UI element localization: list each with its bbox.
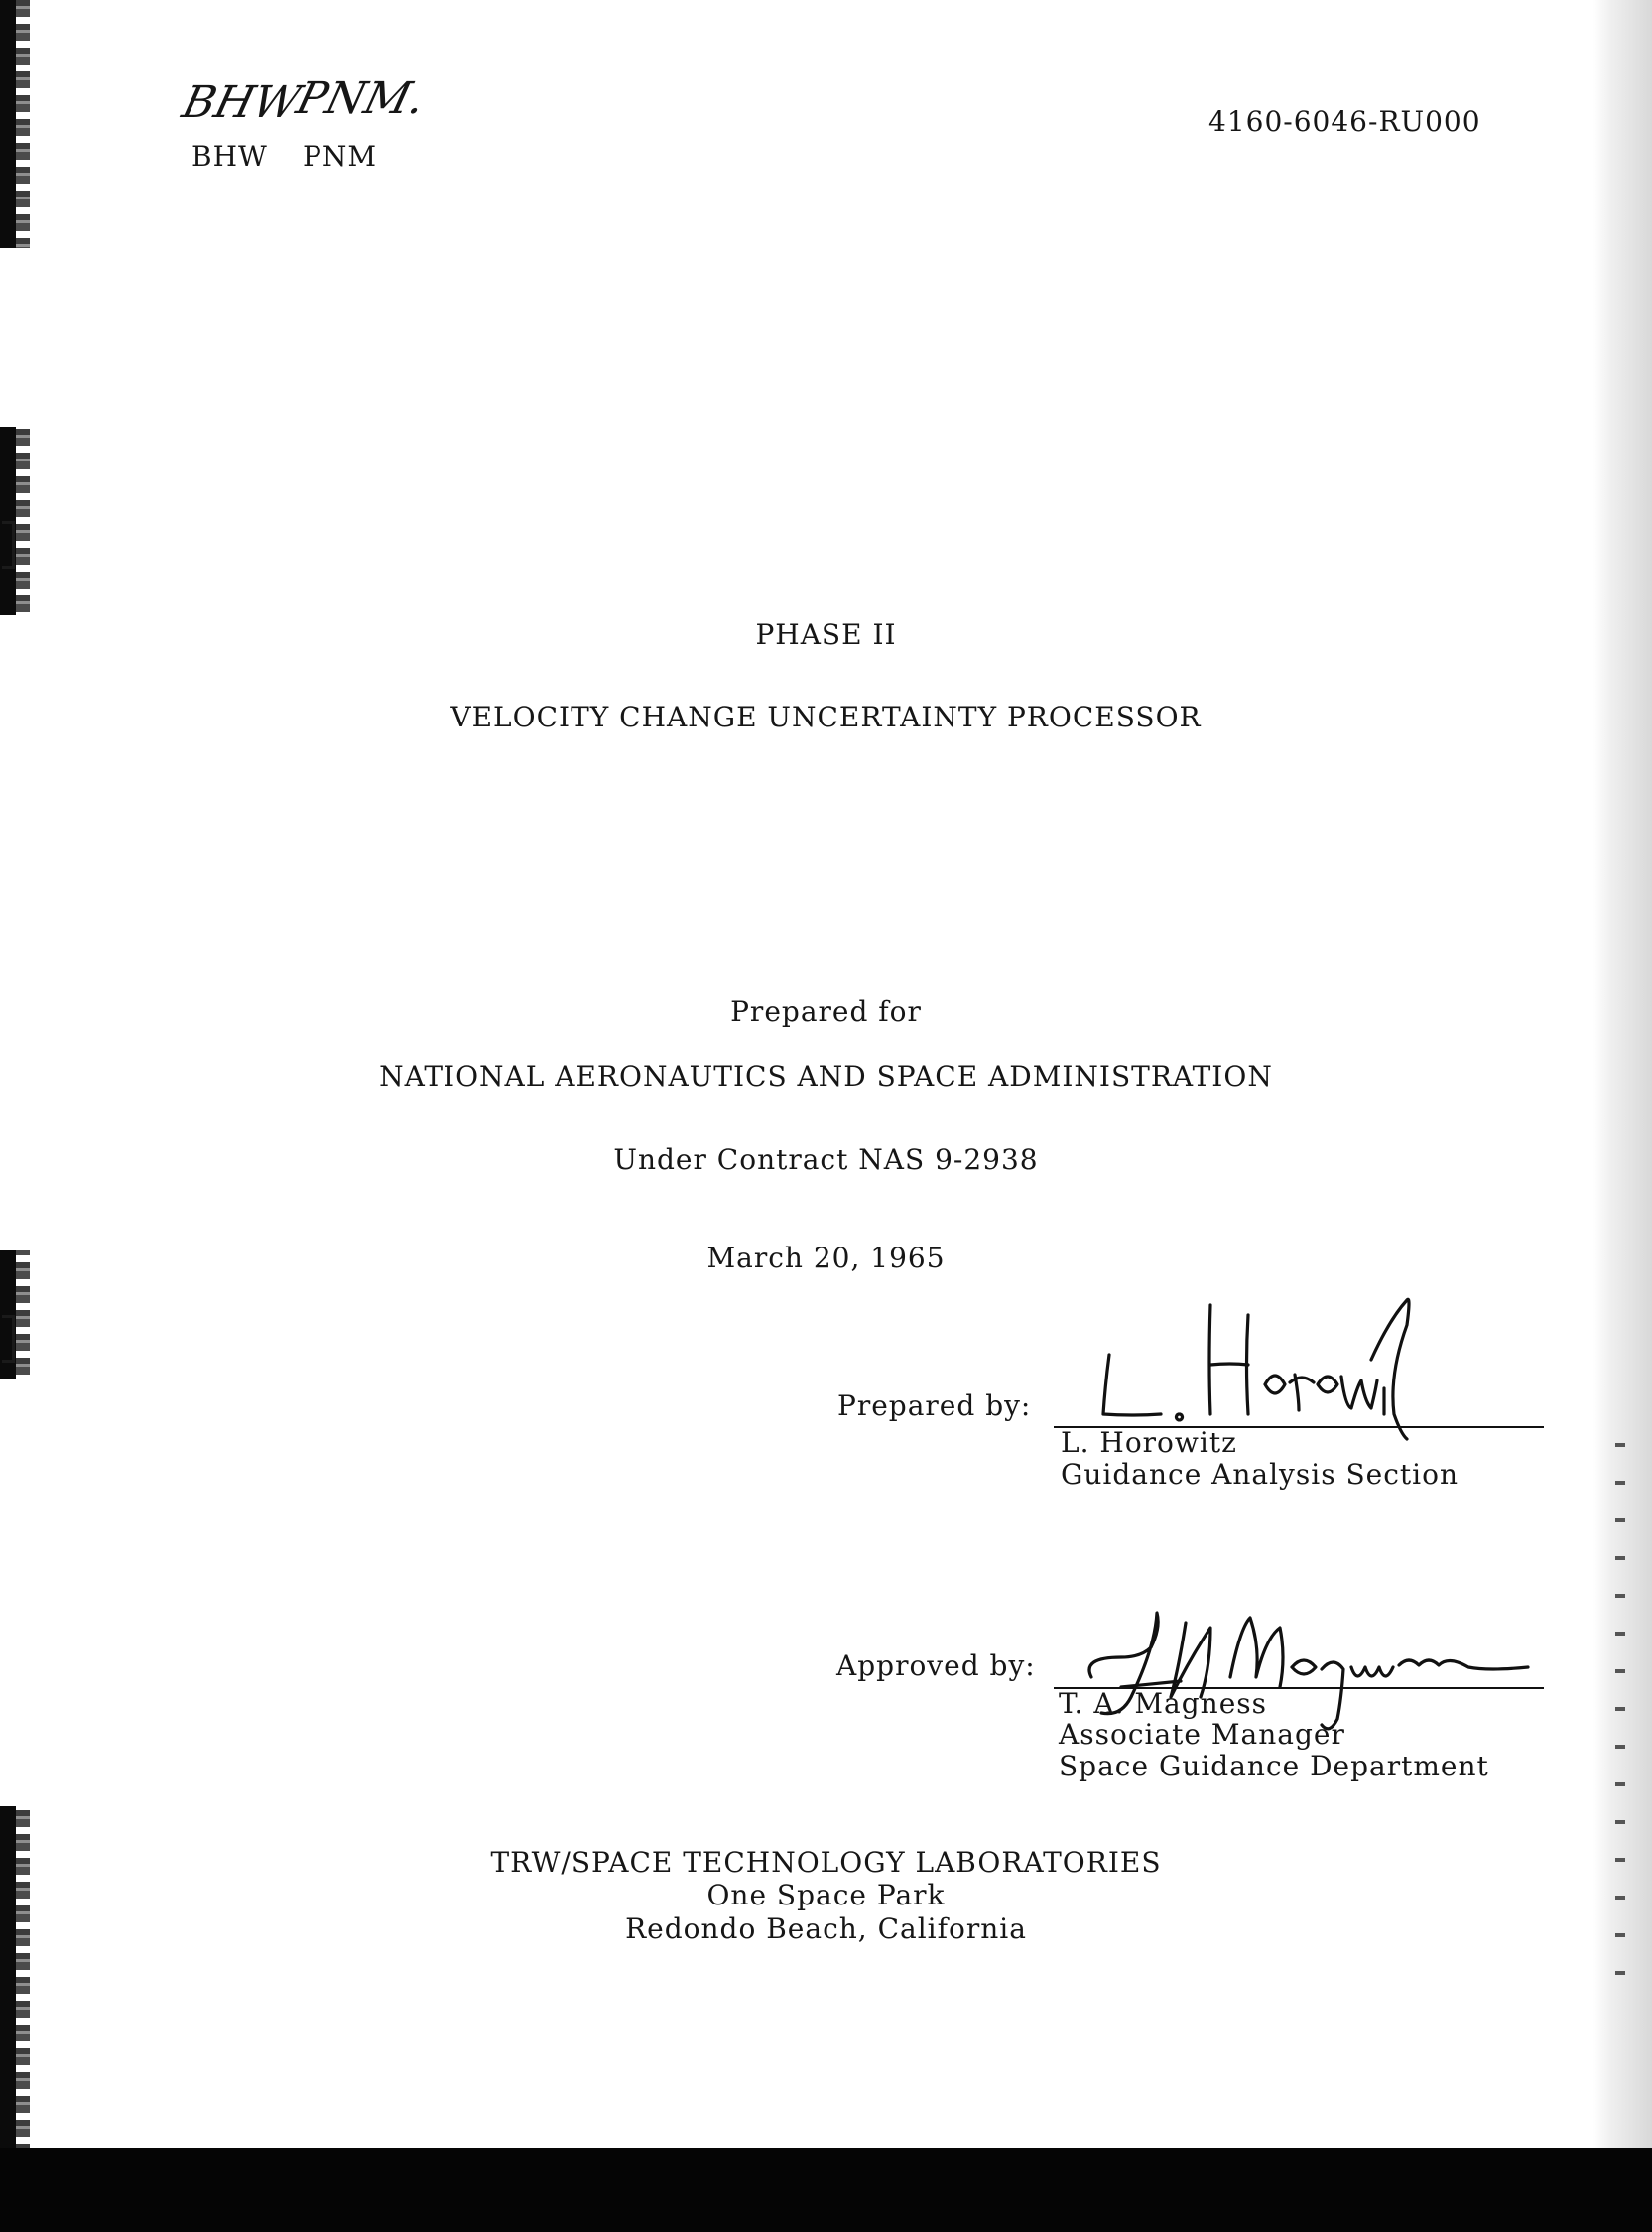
organization-name: TRW/SPACE TECHNOLOGY LABORATORIES bbox=[490, 1846, 1162, 1879]
handwritten-initials-bhw: BHW bbox=[177, 77, 306, 128]
approver-department: Space Guidance Department bbox=[1059, 1750, 1489, 1782]
approved-by-label: Approved by: bbox=[836, 1649, 1036, 1682]
preparer-name: L. Horowitz bbox=[1061, 1426, 1237, 1459]
document-date: March 20, 1965 bbox=[706, 1242, 946, 1274]
scan-bottom-edge bbox=[0, 2148, 1652, 2232]
approver-name: T. A. Magness bbox=[1059, 1687, 1268, 1720]
organization-address-line2: Redondo Beach, California bbox=[625, 1912, 1027, 1945]
scan-bracket-mark bbox=[2, 521, 15, 569]
typed-initials-bhw: BHW bbox=[191, 140, 268, 173]
scan-left-gap bbox=[0, 1379, 30, 1806]
typed-initials-pnm: PNM bbox=[303, 140, 378, 173]
scan-bracket-mark bbox=[2, 1315, 15, 1363]
prepared-by-label: Prepared by: bbox=[837, 1389, 1032, 1422]
contract-number: Under Contract NAS 9-2938 bbox=[613, 1143, 1039, 1176]
prepared-for-label: Prepared for bbox=[730, 995, 922, 1028]
agency-name: NATIONAL AERONAUTICS AND SPACE ADMINISTRATION bbox=[379, 1060, 1273, 1093]
title-main: VELOCITY CHANGE UNCERTAINTY PROCESSOR bbox=[450, 701, 1202, 733]
organization-address-line1: One Space Park bbox=[706, 1879, 946, 1911]
handwritten-initials-pnm: PNM. bbox=[291, 73, 431, 124]
preparer-section: Guidance Analysis Section bbox=[1061, 1458, 1460, 1491]
document-number: 4160-6046-RU000 bbox=[1208, 105, 1481, 138]
approver-role: Associate Manager bbox=[1059, 1718, 1345, 1751]
scan-left-gap bbox=[0, 248, 30, 427]
preparer-signature bbox=[1091, 1265, 1429, 1444]
title-phase: PHASE II bbox=[755, 618, 897, 651]
